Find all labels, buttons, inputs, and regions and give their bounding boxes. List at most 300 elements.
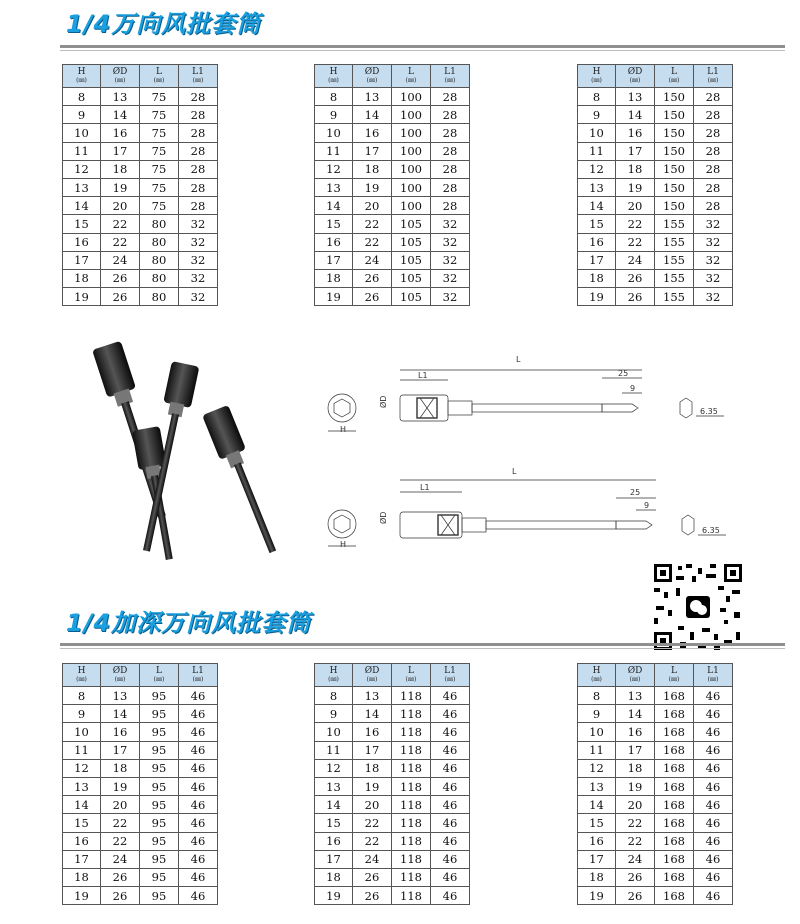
hex-bit-bottom xyxy=(616,521,652,529)
column-header xyxy=(140,65,179,88)
table-cell: 155 xyxy=(655,269,694,287)
spec-table-3 xyxy=(577,64,733,306)
table-cell: 150 xyxy=(655,88,694,106)
table-cell: 100 xyxy=(392,142,431,160)
spec-table-5 xyxy=(314,663,470,905)
table-header-row xyxy=(63,664,218,687)
table-cell: 80 xyxy=(140,269,179,287)
table-cell: 18 xyxy=(101,759,140,777)
table-cell: 105 xyxy=(392,251,431,269)
column-unit: (㎜) xyxy=(192,676,204,683)
table-cell: 14 xyxy=(578,197,616,215)
table-row xyxy=(315,832,470,850)
table-cell: 32 xyxy=(179,251,218,269)
socket-end-view-top xyxy=(328,394,356,422)
column-unit: (㎜) xyxy=(707,77,719,84)
label-635-top: 6.35 xyxy=(700,407,718,416)
table-row xyxy=(578,233,733,251)
table-cell: 32 xyxy=(694,233,733,251)
table-cell: 46 xyxy=(179,705,218,723)
table-cell: 150 xyxy=(655,142,694,160)
table-cell: 18 xyxy=(616,160,655,178)
table-row xyxy=(315,288,470,306)
column-header xyxy=(694,664,733,687)
table-cell: 14 xyxy=(616,106,655,124)
table-cell: 16 xyxy=(578,832,616,850)
table-cell: 8 xyxy=(315,88,353,106)
table-cell: 118 xyxy=(392,814,431,832)
technical-drawing xyxy=(320,348,740,563)
table-cell: 11 xyxy=(578,741,616,759)
table-cell: 28 xyxy=(431,178,470,196)
column-header xyxy=(140,664,179,687)
table-cell: 168 xyxy=(655,723,694,741)
table-cell: 32 xyxy=(694,215,733,233)
table-cell: 14 xyxy=(353,705,392,723)
table-cell: 16 xyxy=(101,124,140,142)
table-cell: 28 xyxy=(431,142,470,160)
table-cell: 95 xyxy=(140,814,179,832)
table-header-row xyxy=(315,65,470,88)
table-cell: 28 xyxy=(179,142,218,160)
wechat-qr-code[interactable] xyxy=(652,562,744,652)
table-cell: 46 xyxy=(431,850,470,868)
column-unit: (㎜) xyxy=(707,676,719,683)
table-cell: 26 xyxy=(101,868,140,886)
table-cell: 46 xyxy=(694,796,733,814)
table-cell: 22 xyxy=(101,814,140,832)
table-row xyxy=(315,741,470,759)
table-cell: 9 xyxy=(315,106,353,124)
table-cell: 150 xyxy=(655,106,694,124)
table-cell: 100 xyxy=(392,124,431,142)
table-row xyxy=(63,814,218,832)
table-cell: 32 xyxy=(694,269,733,287)
table-cell: 26 xyxy=(101,887,140,905)
table-cell: 95 xyxy=(140,777,179,795)
table-row xyxy=(63,233,218,251)
table-cell: 10 xyxy=(578,124,616,142)
table-row xyxy=(63,178,218,196)
column-name: L1 xyxy=(707,666,719,676)
table-cell: 28 xyxy=(694,106,733,124)
table-cell: 11 xyxy=(63,142,101,160)
table-cell: 118 xyxy=(392,868,431,886)
table-cell: 28 xyxy=(179,106,218,124)
label-l1-top: L1 xyxy=(418,371,428,380)
table-row xyxy=(578,832,733,850)
table-cell: 95 xyxy=(140,832,179,850)
table-cell: 46 xyxy=(179,868,218,886)
table-cell: 17 xyxy=(578,251,616,269)
label-phi-bottom: ØD xyxy=(379,511,388,524)
table-cell: 32 xyxy=(179,233,218,251)
table-cell: 28 xyxy=(179,88,218,106)
table-cell: 14 xyxy=(616,705,655,723)
table-cell: 75 xyxy=(140,178,179,196)
table-cell: 168 xyxy=(655,850,694,868)
table-cell: 46 xyxy=(694,832,733,850)
table-cell: 12 xyxy=(315,759,353,777)
table-cell: 32 xyxy=(431,251,470,269)
table-cell: 80 xyxy=(140,233,179,251)
spec-table-4 xyxy=(62,663,218,905)
table-cell: 26 xyxy=(353,269,392,287)
table-cell: 19 xyxy=(101,777,140,795)
column-header xyxy=(578,65,616,88)
table-cell: 14 xyxy=(101,106,140,124)
socket-head-top xyxy=(400,395,448,421)
table-cell: 46 xyxy=(179,741,218,759)
table-cell: 32 xyxy=(179,215,218,233)
table-cell: 28 xyxy=(694,88,733,106)
table-row xyxy=(578,850,733,868)
column-unit: (㎜) xyxy=(328,676,339,683)
table-row xyxy=(578,705,733,723)
table-cell: 12 xyxy=(578,160,616,178)
table-cell: 118 xyxy=(392,887,431,905)
table-cell: 19 xyxy=(578,288,616,306)
section1-title: 1/4万向风批套筒 xyxy=(66,10,262,38)
table-cell: 46 xyxy=(179,887,218,905)
table-cell: 46 xyxy=(694,850,733,868)
column-header xyxy=(353,65,392,88)
column-header xyxy=(694,65,733,88)
section1-divider xyxy=(60,45,785,48)
column-name: L xyxy=(408,666,414,676)
table-cell: 46 xyxy=(179,832,218,850)
table-row xyxy=(578,142,733,160)
table-cell: 28 xyxy=(431,197,470,215)
table-cell: 19 xyxy=(315,887,353,905)
table-cell: 46 xyxy=(179,687,218,705)
table-cell: 46 xyxy=(431,777,470,795)
table-row xyxy=(578,687,733,705)
table-cell: 22 xyxy=(353,832,392,850)
table-cell: 32 xyxy=(179,269,218,287)
table-row xyxy=(315,88,470,106)
table-cell: 13 xyxy=(616,687,655,705)
table-cell: 15 xyxy=(578,814,616,832)
table-cell: 46 xyxy=(431,741,470,759)
table-cell: 24 xyxy=(353,850,392,868)
table-cell: 17 xyxy=(101,741,140,759)
table-cell: 46 xyxy=(694,705,733,723)
table-cell: 22 xyxy=(101,233,140,251)
table-cell: 26 xyxy=(101,269,140,287)
table-row xyxy=(63,142,218,160)
column-unit: (㎜) xyxy=(629,77,641,84)
table-cell: 168 xyxy=(655,777,694,795)
table-cell: 16 xyxy=(315,832,353,850)
table-cell: 17 xyxy=(353,741,392,759)
table-cell: 18 xyxy=(353,759,392,777)
table-cell: 17 xyxy=(578,850,616,868)
column-name: H xyxy=(77,666,86,676)
table-cell: 15 xyxy=(315,814,353,832)
table-cell: 95 xyxy=(140,868,179,886)
table-row xyxy=(578,741,733,759)
table-cell: 13 xyxy=(578,178,616,196)
table-cell: 150 xyxy=(655,124,694,142)
label-l-bottom: L xyxy=(512,467,517,476)
table-cell: 75 xyxy=(140,142,179,160)
table-cell: 19 xyxy=(63,288,101,306)
table-cell: 46 xyxy=(431,868,470,886)
table-cell: 22 xyxy=(353,233,392,251)
column-header xyxy=(353,664,392,687)
table-cell: 18 xyxy=(63,868,101,886)
table-cell: 18 xyxy=(315,269,353,287)
table-cell: 13 xyxy=(353,687,392,705)
table-cell: 168 xyxy=(655,687,694,705)
spec-table-1 xyxy=(62,64,218,306)
table-cell: 46 xyxy=(431,796,470,814)
table-cell: 24 xyxy=(616,251,655,269)
table-row xyxy=(315,124,470,142)
column-unit: (㎜) xyxy=(591,676,602,683)
table-cell: 19 xyxy=(616,178,655,196)
table-cell: 14 xyxy=(63,197,101,215)
socket-head-bottom xyxy=(400,512,462,538)
table-cell: 46 xyxy=(694,887,733,905)
table-cell: 155 xyxy=(655,251,694,269)
table-cell: 12 xyxy=(315,160,353,178)
column-name: ØD xyxy=(112,67,128,77)
table-cell: 19 xyxy=(616,777,655,795)
table-row xyxy=(315,850,470,868)
table-cell: 17 xyxy=(315,850,353,868)
table-row xyxy=(578,160,733,178)
table-cell: 8 xyxy=(315,687,353,705)
column-unit: (㎜) xyxy=(591,77,602,84)
table-cell: 28 xyxy=(179,197,218,215)
table-cell: 168 xyxy=(655,759,694,777)
table-cell: 28 xyxy=(694,142,733,160)
table-cell: 46 xyxy=(179,759,218,777)
column-name: ØD xyxy=(364,67,380,77)
table-row xyxy=(315,106,470,124)
table-cell: 24 xyxy=(101,251,140,269)
table-cell: 10 xyxy=(63,124,101,142)
table-cell: 9 xyxy=(578,106,616,124)
table-header-row xyxy=(315,664,470,687)
table-cell: 46 xyxy=(431,723,470,741)
table-cell: 26 xyxy=(616,868,655,886)
table-cell: 22 xyxy=(616,215,655,233)
table-row xyxy=(63,796,218,814)
table-cell: 168 xyxy=(655,705,694,723)
table-cell: 20 xyxy=(616,796,655,814)
table-cell: 20 xyxy=(616,197,655,215)
table-cell: 80 xyxy=(140,251,179,269)
table-cell: 28 xyxy=(179,160,218,178)
column-name: H xyxy=(77,67,86,77)
table-cell: 15 xyxy=(315,215,353,233)
table-row xyxy=(63,850,218,868)
table-cell: 95 xyxy=(140,687,179,705)
table-cell: 16 xyxy=(63,832,101,850)
table-cell: 10 xyxy=(578,723,616,741)
column-unit: (㎜) xyxy=(114,77,126,84)
column-header xyxy=(179,664,218,687)
table-cell: 15 xyxy=(63,814,101,832)
table-cell: 155 xyxy=(655,215,694,233)
column-unit: (㎜) xyxy=(76,77,87,84)
table-cell: 80 xyxy=(140,288,179,306)
table-cell: 118 xyxy=(392,832,431,850)
table-row xyxy=(578,796,733,814)
table-row xyxy=(63,705,218,723)
table-cell: 18 xyxy=(353,160,392,178)
table-cell: 75 xyxy=(140,88,179,106)
table-cell: 18 xyxy=(578,269,616,287)
table-cell: 14 xyxy=(353,106,392,124)
table-cell: 24 xyxy=(101,850,140,868)
table-cell: 17 xyxy=(63,251,101,269)
column-unit: (㎜) xyxy=(366,676,378,683)
table-cell: 13 xyxy=(63,777,101,795)
table-cell: 32 xyxy=(431,288,470,306)
label-l-top: L xyxy=(516,355,521,364)
table-cell: 75 xyxy=(140,124,179,142)
table-cell: 100 xyxy=(392,178,431,196)
column-name: L1 xyxy=(192,67,204,77)
table-cell: 46 xyxy=(694,777,733,795)
column-unit: (㎜) xyxy=(629,676,641,683)
column-unit: (㎜) xyxy=(366,77,378,84)
hex-profile-bottom xyxy=(682,515,694,535)
table-cell: 28 xyxy=(179,178,218,196)
table-row xyxy=(315,705,470,723)
column-name: ØD xyxy=(627,67,643,77)
column-name: H xyxy=(592,67,601,77)
table-cell: 75 xyxy=(140,197,179,215)
column-name: L xyxy=(156,67,162,77)
table-row xyxy=(578,178,733,196)
table-cell: 19 xyxy=(353,178,392,196)
column-unit: (㎜) xyxy=(153,676,165,683)
table-cell: 18 xyxy=(578,868,616,886)
table-cell: 105 xyxy=(392,288,431,306)
table-cell: 12 xyxy=(63,759,101,777)
table-row xyxy=(578,868,733,886)
table-cell: 8 xyxy=(63,88,101,106)
table-cell: 12 xyxy=(63,160,101,178)
table-row xyxy=(315,269,470,287)
table-row xyxy=(578,759,733,777)
table-cell: 13 xyxy=(616,88,655,106)
table-cell: 100 xyxy=(392,88,431,106)
table-cell: 46 xyxy=(179,796,218,814)
table-cell: 17 xyxy=(101,142,140,160)
section2-title: 1/4加深万向风批套筒 xyxy=(66,609,312,637)
table-row xyxy=(63,687,218,705)
label-9-top: 9 xyxy=(630,384,636,393)
table-cell: 118 xyxy=(392,687,431,705)
column-header xyxy=(431,65,470,88)
table-cell: 14 xyxy=(315,796,353,814)
table-cell: 118 xyxy=(392,723,431,741)
column-name: L1 xyxy=(707,67,719,77)
column-header xyxy=(392,664,431,687)
column-name: L xyxy=(671,666,677,676)
table-cell: 28 xyxy=(694,124,733,142)
column-unit: (㎜) xyxy=(668,77,680,84)
table-row xyxy=(63,288,218,306)
table-cell: 46 xyxy=(179,723,218,741)
section2-divider-thin xyxy=(60,648,785,649)
table-row xyxy=(578,124,733,142)
table-cell: 32 xyxy=(431,269,470,287)
section1-divider-thin xyxy=(60,50,785,51)
table-cell: 26 xyxy=(616,887,655,905)
table-row xyxy=(315,142,470,160)
column-name: H xyxy=(592,666,601,676)
table-row xyxy=(578,723,733,741)
table-cell: 95 xyxy=(140,850,179,868)
table-cell: 28 xyxy=(694,160,733,178)
table-row xyxy=(315,814,470,832)
table-cell: 46 xyxy=(431,759,470,777)
table-cell: 105 xyxy=(392,215,431,233)
table-cell: 16 xyxy=(353,723,392,741)
table-cell: 155 xyxy=(655,233,694,251)
table-cell: 17 xyxy=(353,142,392,160)
socket-4 xyxy=(202,405,280,557)
table-cell: 20 xyxy=(353,796,392,814)
table-cell: 14 xyxy=(578,796,616,814)
table-cell: 22 xyxy=(353,215,392,233)
table-row xyxy=(578,269,733,287)
label-9-bottom: 9 xyxy=(644,501,650,510)
table-cell: 118 xyxy=(392,741,431,759)
table-cell: 155 xyxy=(655,288,694,306)
column-unit: (㎜) xyxy=(153,77,165,84)
socket-end-view-bottom xyxy=(328,510,356,538)
table-cell: 168 xyxy=(655,868,694,886)
table-row xyxy=(315,887,470,905)
column-unit: (㎜) xyxy=(405,77,417,84)
table-row xyxy=(63,723,218,741)
column-unit: (㎜) xyxy=(405,676,417,683)
column-name: L xyxy=(156,666,162,676)
table-cell: 22 xyxy=(101,832,140,850)
table-cell: 26 xyxy=(616,288,655,306)
table-cell: 46 xyxy=(694,687,733,705)
table-cell: 16 xyxy=(353,124,392,142)
table-cell: 105 xyxy=(392,233,431,251)
product-photo xyxy=(60,332,280,572)
table-cell: 95 xyxy=(140,887,179,905)
table-cell: 13 xyxy=(63,178,101,196)
column-unit: (㎜) xyxy=(444,676,456,683)
column-name: L1 xyxy=(444,67,456,77)
table-row xyxy=(315,759,470,777)
column-header xyxy=(101,65,140,88)
table-cell: 20 xyxy=(101,197,140,215)
table-row xyxy=(63,106,218,124)
table-cell: 26 xyxy=(353,288,392,306)
table-cell: 26 xyxy=(616,269,655,287)
table-cell: 150 xyxy=(655,178,694,196)
column-unit: (㎜) xyxy=(668,676,680,683)
table-cell: 168 xyxy=(655,796,694,814)
label-h-top: H xyxy=(340,425,347,434)
table-cell: 15 xyxy=(63,215,101,233)
table-cell: 95 xyxy=(140,705,179,723)
column-unit: (㎜) xyxy=(76,676,87,683)
